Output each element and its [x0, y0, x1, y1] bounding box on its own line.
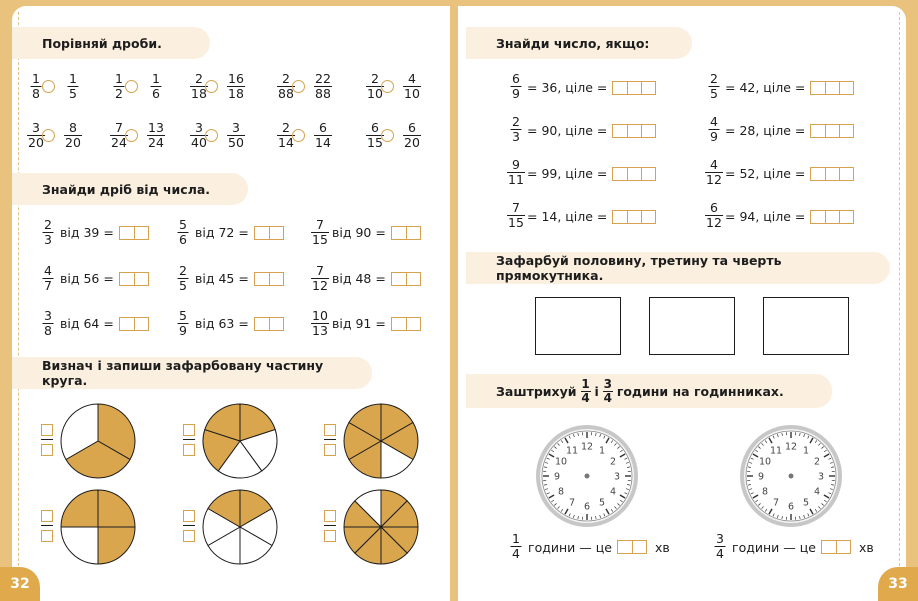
denominator-box[interactable]	[324, 530, 336, 542]
numerator: 2	[371, 71, 379, 86]
clocks-title-and: і	[594, 383, 599, 399]
clock-number: 1	[802, 445, 810, 457]
answer-cell[interactable]	[613, 82, 627, 94]
clock-number: 6	[583, 501, 591, 513]
answer-cell[interactable]	[269, 318, 283, 330]
find-number-expression: = 90, ціле =	[527, 123, 608, 138]
clock-number: 7	[772, 497, 780, 509]
find-number-expression: = 99, ціле =	[527, 166, 608, 181]
answer-fraction-bar	[41, 525, 53, 526]
clock-number: 12	[784, 441, 798, 453]
numerator: 4	[408, 71, 416, 86]
answer-boxes[interactable]	[810, 124, 854, 138]
numerator: 7	[316, 263, 324, 278]
denominator: 4	[716, 546, 724, 561]
fraction-right	[314, 121, 332, 150]
denominator: 18	[191, 86, 207, 101]
answer-cell[interactable]	[627, 168, 641, 180]
fraction-of-number-title: Знайди дріб від числа.	[12, 173, 248, 205]
numerator: 1	[32, 71, 40, 86]
clock-number: 1	[598, 445, 606, 457]
clock-number: 4	[609, 486, 617, 498]
answer-cell[interactable]	[120, 318, 134, 330]
fraction-right	[151, 72, 162, 101]
compare-circle[interactable]	[42, 129, 55, 142]
fraction	[709, 72, 720, 101]
denominator-box[interactable]	[183, 530, 195, 542]
clock-number: 8	[761, 486, 769, 498]
find-number-expression: = 28, ціле =	[725, 123, 806, 138]
denominator: 15	[508, 215, 524, 230]
fraction	[705, 201, 723, 230]
numerator: 22	[315, 71, 331, 86]
numerator: 6	[710, 200, 718, 215]
numerator: 1	[512, 531, 520, 546]
answer-cell[interactable]	[825, 211, 839, 223]
find-number-expression: = 94, ціле =	[725, 209, 806, 224]
clock-number: 8	[557, 486, 565, 498]
denominator: 5	[69, 86, 77, 101]
denominator: 20	[65, 135, 81, 150]
answer-cell[interactable]	[811, 82, 825, 94]
compare-circle[interactable]	[125, 80, 138, 93]
clock-number: 12	[580, 441, 594, 453]
answer-boxes[interactable]	[254, 226, 284, 240]
denominator: 6	[152, 86, 160, 101]
denominator: 20	[404, 135, 420, 150]
clock-number: 3	[613, 471, 621, 483]
clock-center-dot	[789, 474, 794, 479]
page-number-right: 33	[878, 567, 918, 601]
denominator: 24	[148, 135, 164, 150]
fraction-right	[314, 72, 332, 101]
denominator: 5	[710, 86, 718, 101]
minutes-answer-boxes[interactable]	[821, 540, 851, 554]
numerator: 8	[69, 120, 77, 135]
answer-boxes[interactable]	[612, 167, 656, 181]
answer-cell[interactable]	[839, 125, 853, 137]
fraction-of-number-expression: від 39 =	[60, 225, 114, 240]
fraction-of-number-expression: від 56 =	[60, 271, 114, 286]
answer-boxes[interactable]	[119, 226, 149, 240]
clock-number: 9	[553, 471, 561, 483]
answer-boxes[interactable]	[612, 124, 656, 138]
rectangles-title: Зафарбуй половину, третину та чверть прямокутника.	[466, 252, 890, 284]
fraction	[511, 72, 522, 101]
denominator-box[interactable]	[41, 530, 53, 542]
fraction	[178, 309, 189, 338]
pie-sector	[61, 490, 98, 527]
answer-cell[interactable]	[392, 318, 406, 330]
clock-number: 3	[817, 471, 825, 483]
answer-boxes[interactable]	[810, 81, 854, 95]
pie-circle	[201, 402, 279, 480]
numerator: 7	[512, 200, 520, 215]
compare-circle[interactable]	[205, 129, 218, 142]
answer-boxes[interactable]	[612, 210, 656, 224]
fraction	[311, 309, 329, 338]
numerator: 2	[282, 120, 290, 135]
clock-number: 7	[568, 497, 576, 509]
clocks-title	[466, 374, 832, 408]
numerator: 1	[581, 376, 590, 391]
answer-cell[interactable]	[839, 211, 853, 223]
answer-cell[interactable]	[406, 318, 420, 330]
numerator-box[interactable]	[324, 510, 336, 522]
answer-cell[interactable]	[627, 125, 641, 137]
answer-cell[interactable]	[613, 125, 627, 137]
answer-cell[interactable]	[825, 82, 839, 94]
denominator-box[interactable]	[41, 444, 53, 456]
clocks-title-end: години на годинниках.	[616, 383, 784, 399]
clock-number: 10	[554, 456, 568, 468]
clock-number: 11	[769, 445, 783, 457]
fraction	[43, 264, 54, 293]
clock-number: 5	[802, 497, 810, 509]
pie-sector	[98, 490, 135, 527]
answer-fraction-bar	[183, 439, 195, 440]
answer-boxes[interactable]	[810, 167, 854, 181]
answer-cell[interactable]	[641, 211, 655, 223]
title-fraction-three-quarters	[603, 378, 613, 405]
denominator: 4	[581, 390, 590, 405]
answer-boxes[interactable]	[612, 81, 656, 95]
fraction-of-number-expression: від 63 =	[195, 316, 249, 331]
answer-fraction-bar	[183, 525, 195, 526]
denominator: 14	[278, 135, 294, 150]
compare-circle[interactable]	[292, 80, 305, 93]
answer-cell[interactable]	[641, 125, 655, 137]
fraction	[43, 218, 54, 247]
fraction	[311, 264, 329, 293]
fraction-of-number-expression: від 90 =	[332, 225, 386, 240]
answer-boxes[interactable]	[810, 210, 854, 224]
denominator: 40	[191, 135, 207, 150]
numerator: 7	[115, 120, 123, 135]
denominator: 7	[44, 278, 52, 293]
clock-fraction	[511, 532, 522, 561]
numerator: 2	[179, 263, 187, 278]
compare-circle[interactable]	[205, 80, 218, 93]
find-number-expression: = 42, ціле =	[725, 80, 806, 95]
numerator: 13	[148, 120, 164, 135]
clock-number: 2	[609, 456, 617, 468]
rectangle-3[interactable]	[763, 297, 849, 355]
answer-fraction-bar	[324, 525, 336, 526]
minutes-unit: хв	[859, 540, 874, 555]
minutes-unit: хв	[655, 540, 670, 555]
fraction-left	[114, 72, 125, 101]
pie-circle	[59, 488, 137, 566]
denominator: 9	[179, 323, 187, 338]
clock-center-dot	[585, 474, 590, 479]
denominator: 8	[32, 86, 40, 101]
numerator: 2	[512, 114, 520, 129]
compare-circle[interactable]	[292, 129, 305, 142]
pie-circle	[342, 488, 420, 566]
denominator: 13	[312, 323, 328, 338]
answer-cell[interactable]	[134, 227, 148, 239]
page-number-left: 32	[0, 567, 40, 601]
numerator-box[interactable]	[324, 424, 336, 436]
denominator: 2	[115, 86, 123, 101]
pie-sector	[98, 527, 135, 564]
numerator: 7	[316, 217, 324, 232]
answer-cell[interactable]	[120, 227, 134, 239]
numerator: 2	[282, 71, 290, 86]
fraction	[705, 158, 723, 187]
answer-boxes[interactable]	[391, 317, 421, 331]
answer-cell[interactable]	[269, 273, 283, 285]
fraction	[178, 264, 189, 293]
numerator: 3	[232, 120, 240, 135]
denominator-box[interactable]	[183, 444, 195, 456]
denominator: 3	[44, 232, 52, 247]
numerator-box[interactable]	[41, 424, 53, 436]
denominator: 15	[312, 232, 328, 247]
clock-number: 9	[757, 471, 765, 483]
answer-cell[interactable]	[613, 168, 627, 180]
find-number-expression: = 52, ціле =	[725, 166, 806, 181]
numerator: 5	[179, 217, 187, 232]
compare-circle[interactable]	[42, 80, 55, 93]
numerator: 1	[115, 71, 123, 86]
compare-circle[interactable]	[125, 129, 138, 142]
numerator: 4	[710, 114, 718, 129]
fraction-of-number-expression: від 45 =	[195, 271, 249, 286]
denominator: 12	[706, 172, 722, 187]
numerator-box[interactable]	[41, 510, 53, 522]
denominator: 8	[44, 323, 52, 338]
answer-cell[interactable]	[839, 168, 853, 180]
answer-cell[interactable]	[255, 227, 269, 239]
compare-circle[interactable]	[381, 129, 394, 142]
answer-cell[interactable]	[627, 211, 641, 223]
fraction	[507, 158, 525, 187]
find-number-expression: = 36, ціле =	[527, 80, 608, 95]
clock-number: 2	[813, 456, 821, 468]
numerator: 4	[44, 263, 52, 278]
denominator: 6	[179, 232, 187, 247]
fraction-of-number-expression: від 64 =	[60, 316, 114, 331]
denominator: 5	[179, 278, 187, 293]
numerator: 5	[179, 308, 187, 323]
answer-cell[interactable]	[627, 82, 641, 94]
answer-cell[interactable]	[134, 318, 148, 330]
numerator: 1	[69, 71, 77, 86]
numerator-box[interactable]	[183, 424, 195, 436]
fraction-left	[31, 72, 42, 101]
fraction-right	[64, 121, 82, 150]
answer-cell[interactable]	[406, 273, 420, 285]
numerator: 6	[512, 71, 520, 86]
fraction	[507, 201, 525, 230]
fraction-right	[403, 72, 421, 101]
clock-face[interactable]	[739, 424, 843, 528]
answer-boxes[interactable]	[119, 317, 149, 331]
pie-circle	[201, 488, 279, 566]
denominator: 4	[603, 390, 612, 405]
answer-cell[interactable]	[811, 211, 825, 223]
clock-expression: години — це	[732, 540, 816, 555]
numerator: 16	[228, 71, 244, 86]
answer-boxes[interactable]	[254, 272, 284, 286]
denominator: 18	[228, 86, 244, 101]
compare-circle[interactable]	[381, 80, 394, 93]
pie-circle	[59, 402, 137, 480]
answer-boxes[interactable]	[254, 317, 284, 331]
answer-cell[interactable]	[632, 541, 646, 553]
answer-cell[interactable]	[822, 541, 836, 553]
fraction-of-number-expression: від 91 =	[332, 316, 386, 331]
denominator: 10	[404, 86, 420, 101]
denominator: 20	[28, 135, 44, 150]
numerator: 3	[195, 120, 203, 135]
fraction	[178, 218, 189, 247]
compare-title: Порівняй дроби.	[12, 27, 210, 59]
numerator: 4	[710, 157, 718, 172]
fraction	[311, 218, 329, 247]
fraction-of-number-expression: від 72 =	[195, 225, 249, 240]
denominator: 3	[512, 129, 520, 144]
answer-cell[interactable]	[134, 273, 148, 285]
minutes-answer-boxes[interactable]	[617, 540, 647, 554]
numerator: 9	[512, 157, 520, 172]
pie-sector	[61, 527, 98, 564]
fraction-right	[403, 121, 421, 150]
denominator: 14	[315, 135, 331, 150]
fraction	[43, 309, 54, 338]
denominator: 24	[111, 135, 127, 150]
answer-boxes[interactable]	[391, 226, 421, 240]
pie-circle	[342, 402, 420, 480]
denominator: 12	[706, 215, 722, 230]
clock-number: 5	[598, 497, 606, 509]
rectangle-2[interactable]	[649, 297, 735, 355]
answer-cell[interactable]	[255, 273, 269, 285]
denominator: 88	[278, 86, 294, 101]
clock-number: 4	[813, 486, 821, 498]
answer-cell[interactable]	[641, 168, 655, 180]
numerator: 3	[32, 120, 40, 135]
answer-cell[interactable]	[392, 227, 406, 239]
answer-cell[interactable]	[618, 541, 632, 553]
rectangle-1[interactable]	[535, 297, 621, 355]
clocks-title-start: Заштрихуй	[496, 383, 577, 399]
denominator-box[interactable]	[324, 444, 336, 456]
fraction-right	[68, 72, 79, 101]
answer-cell[interactable]	[811, 125, 825, 137]
clock-number: 11	[565, 445, 579, 457]
answer-cell[interactable]	[836, 541, 850, 553]
answer-cell[interactable]	[613, 211, 627, 223]
clock-face[interactable]	[535, 424, 639, 528]
find-number-title: Знайди число, якщо:	[466, 27, 692, 59]
numerator: 2	[44, 217, 52, 232]
fraction	[709, 115, 720, 144]
answer-cell[interactable]	[839, 82, 853, 94]
denominator: 12	[312, 278, 328, 293]
fraction-right	[227, 121, 245, 150]
answer-fraction-bar	[324, 439, 336, 440]
answer-cell[interactable]	[811, 168, 825, 180]
clock-number: 6	[787, 501, 795, 513]
answer-cell[interactable]	[641, 82, 655, 94]
numerator: 2	[710, 71, 718, 86]
denominator: 9	[710, 129, 718, 144]
denominator: 4	[512, 546, 520, 561]
numerator: 3	[44, 308, 52, 323]
answer-fraction-bar	[41, 439, 53, 440]
denominator: 15	[367, 135, 383, 150]
numerator: 10	[312, 308, 328, 323]
numerator: 2	[195, 71, 203, 86]
fraction-right	[147, 121, 165, 150]
answer-boxes[interactable]	[119, 272, 149, 286]
fraction-of-number-expression: від 48 =	[332, 271, 386, 286]
answer-boxes[interactable]	[391, 272, 421, 286]
fraction	[511, 115, 522, 144]
answer-cell[interactable]	[392, 273, 406, 285]
denominator: 11	[508, 172, 524, 187]
title-fraction-quarter	[581, 378, 591, 405]
numerator: 3	[603, 376, 612, 391]
denominator: 9	[512, 86, 520, 101]
answer-cell[interactable]	[255, 318, 269, 330]
clock-number: 10	[758, 456, 772, 468]
circles-title: Визнач і запиши зафарбовану частину круга.	[12, 357, 372, 389]
fraction-right	[227, 72, 245, 101]
numerator: 6	[371, 120, 379, 135]
numerator-box[interactable]	[183, 510, 195, 522]
denominator: 50	[228, 135, 244, 150]
answer-cell[interactable]	[825, 168, 839, 180]
numerator: 6	[408, 120, 416, 135]
answer-cell[interactable]	[120, 273, 134, 285]
numerator: 1	[152, 71, 160, 86]
answer-cell[interactable]	[269, 227, 283, 239]
answer-cell[interactable]	[406, 227, 420, 239]
numerator: 6	[319, 120, 327, 135]
clock-fraction	[715, 532, 726, 561]
answer-cell[interactable]	[825, 125, 839, 137]
clock-expression: години — це	[528, 540, 612, 555]
find-number-expression: = 14, ціле =	[527, 209, 608, 224]
denominator: 88	[315, 86, 331, 101]
numerator: 3	[716, 531, 724, 546]
denominator: 10	[367, 86, 383, 101]
